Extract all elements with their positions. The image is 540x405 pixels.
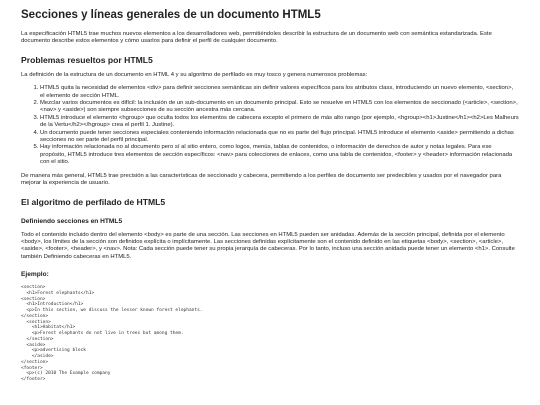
list-item: 5. Hay información relacionada no al documento pero sí al sitio entero, como logos, menús, tablas de contenidos, o información de derechos de autor y notas legales. Para ese propósito, HTML5 introduce tres elementos de sección específicos: <nav> para colecciones de enlaces, como una tabla de contenidos, <footer> y <header> información relacionada con el sitio. bbox=[40, 144, 519, 166]
problems-list bbox=[21, 85, 519, 166]
intro-paragraph: La especificación HTML5 trae muchos nuevos elementos a los desarrolladores web, permitiéndoles describir la estructura de un documento web con semántica estandarizada. Este documento describe estos elementos y cómo usarlos para definir el perfil de cualquier documento. bbox=[21, 31, 492, 45]
problems-heading: Problemas resueltos por HTML5 bbox=[21, 54, 153, 65]
algorithm-heading: El algoritmo de perfilado de HTML5 bbox=[21, 196, 166, 207]
page-title: Secciones y líneas generales de un documento HTML5 bbox=[21, 9, 321, 21]
example-label: Ejemplo: bbox=[21, 271, 49, 279]
list-item: 4. Un documento puede tener secciones especiales conteniendo información relacionada que no es parte del flujo principal. HTML5 introduce el elemento <aside> permitiendo a dichas secciones no ser parte del perfil principal. bbox=[40, 130, 519, 145]
problems-outro: De manera más general, HTML5 trae precisión a las características de seccionado y cabecera, permitiendo a los perfiles de documento ser predecibles y usados por el navegador para mejorar la experiencia de usuario. bbox=[21, 172, 502, 187]
sections-paragraph: Todo el contenido incluido dentro del elemento <body> es parte de una sección. Las secciones en HTML5 pueden ser anidadas. Además de la sección principal, definida por el elemento <body>, los límites de la sección son definidos explícita o implícitamente. Las secciones definidas explícitamente son el contenido definido en las etiquetas <body>, <section>, <article>, <aside>, <footer>, <header>, y <nav>. Nota: Cada sección puede tener su propia jerarquía de cabeceras. Por lo tanto, incluso una sección anidada puede tener un elemento <h1>. Consulte también Definiendo cabeceras en HTML5. bbox=[21, 231, 515, 260]
list-item: 1. HTML5 quita la necesidad de elementos <div> para definir secciones semánticas sin definir valores específicos para los atributos class, introduciendo un nuevo elemento, <section>, el elemento de sección HTML. bbox=[40, 85, 519, 100]
code-example: <section> <h1>Forest elephants</h1> <section> <h1>Introduction</h1> <p>In this section, we discuss the lesser known forest elephants. </section> <section> <h1>Habitat</h1> <p>Forest elephants do not live in trees but among them. </section> <aside> <p>advertising block </aside> </section> <footer> <p>(c) 2010 The Example company </footer> bbox=[21, 285, 203, 383]
sections-subheading: Definiendo secciones en HTML5 bbox=[21, 217, 123, 225]
problems-intro: La definición de la estructura de un documento en HTML 4 y su algoritmo de perfilado es muy tosco y genera numerosos problemas: bbox=[21, 71, 368, 78]
list-item: 2. Mezclar varios documentos es difícil: la inclusión de un sub-documento en un documento principal. Esto se resuelve en HTML5 con los elementos de seccionado (<article>, <section>, <nav> y <aside>) son siempre subsecciones de su sección ancestra más cercana. bbox=[40, 100, 519, 115]
list-item: 3. HTML5 introduce el elemento <hgroup> que oculta todos los elementos de cabecera excepto el primero de más alto rango (por ejemplo, <hgroup><h1>Justine</h1><h2>Les Malheurs de la Vertu</h2></hgroup> crea el perfil 1. Justine). bbox=[40, 115, 519, 130]
